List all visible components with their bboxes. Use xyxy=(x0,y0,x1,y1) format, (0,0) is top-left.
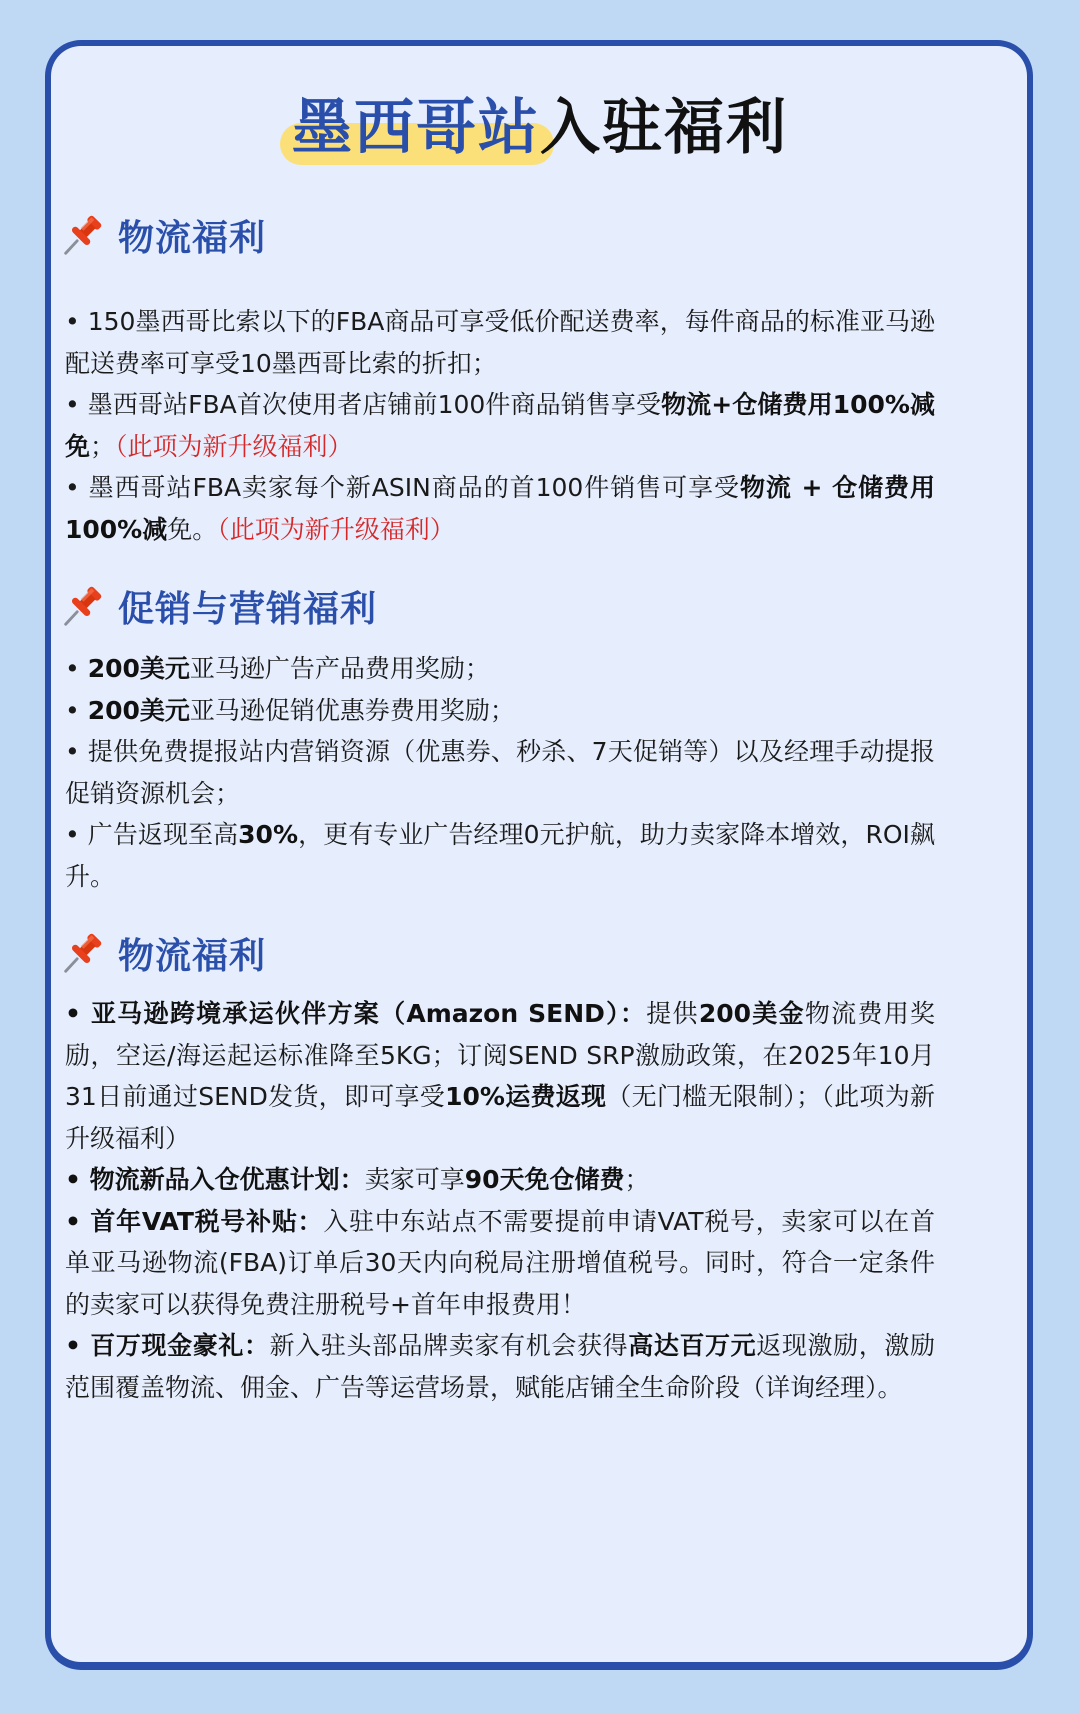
item-text: 亚马逊广告产品费用奖励； xyxy=(189,654,490,683)
pushpin-icon xyxy=(58,931,104,977)
bold-text: • 首年VAT税号补贴： xyxy=(65,1206,324,1236)
bold-text: 90天免仓储费 xyxy=(464,1165,625,1194)
title-rest: 入驻福利 xyxy=(540,93,788,163)
list-item xyxy=(65,648,935,690)
bold-text: 200美元 xyxy=(87,654,190,683)
section-body-logistics-2 xyxy=(65,993,935,1408)
upgrade-note: （此项为新升级福利） xyxy=(115,431,353,461)
item-text: ； xyxy=(624,1165,650,1194)
list-item xyxy=(65,301,935,384)
item-text: • xyxy=(65,695,88,725)
item-text: • 150墨西哥比索以下的FBA商品可享受低价配送费率，每件商品的标准亚马逊配送费率可享受10墨西哥比索的折扣； xyxy=(65,307,935,378)
list-item xyxy=(65,993,935,1159)
bold-text: 10%运费返现 xyxy=(445,1082,607,1111)
bold-text: • 物流新品入仓优惠计划： xyxy=(65,1165,365,1194)
item-text: 返现激励，激励范围覆盖物流、佣金、广告等运营场景，赋能店铺全生命阶段（详询经理）。 xyxy=(65,1331,935,1402)
item-text: ； xyxy=(90,431,116,461)
section-body-promotion xyxy=(65,648,935,897)
bold-text: 物流+仓储费用100%减免 xyxy=(65,390,935,461)
bold-text: 200美金 xyxy=(698,999,805,1028)
list-item xyxy=(65,1201,935,1326)
section-header-logistics-2 xyxy=(58,928,266,979)
list-item xyxy=(65,1159,935,1201)
item-text: • 墨西哥站FBA首次使用者店铺前100件商品销售享受 xyxy=(65,390,662,419)
bold-text: • 亚马逊跨境承运伙伴方案（Amazon SEND）： xyxy=(65,999,647,1028)
item-text: 卖家可享 xyxy=(364,1165,465,1194)
list-item xyxy=(65,731,935,814)
bold-text: 物流 + 仓储费用100%减 xyxy=(65,473,936,544)
upgrade-note: （此项为新升级福利） xyxy=(217,514,455,544)
bold-text: • 百万现金豪礼： xyxy=(65,1331,270,1360)
item-text: ，更有专业广告经理0元护航，助力卖家降本增效，ROI飙升。 xyxy=(65,820,935,891)
title-highlight: 墨西哥站 xyxy=(292,93,540,163)
list-item xyxy=(65,690,935,732)
section-header-promotion xyxy=(58,581,377,632)
bold-text: 30% xyxy=(238,820,298,849)
item-text: 免。 xyxy=(167,514,218,544)
item-text: 物流费用奖励，空运/海运起运标准降至5KG；订阅SEND SRP激励政策，在2025年10月31日前通过SEND发货，即可享受 xyxy=(65,999,936,1111)
section-body-logistics-1 xyxy=(65,301,935,550)
list-item xyxy=(65,1325,935,1408)
item-text: 亚马逊促销优惠券费用奖励； xyxy=(189,695,515,725)
section-title: 促销与营销福利 xyxy=(118,589,378,630)
bold-text: 200美元 xyxy=(87,695,190,725)
item-text: 入驻中东站点不需要提前申请VAT税号，卖家可以在首单亚马逊物流(FBA)订单后30天内向税局注册增值税号。同时，符合一定条件的卖家可以获得免费注册税号+首年申报费用！ xyxy=(65,1206,936,1319)
item-text: • xyxy=(65,654,88,683)
item-text: 提供 xyxy=(646,999,699,1028)
section-title: 物流福利 xyxy=(118,936,267,977)
list-item xyxy=(65,814,935,897)
item-text: • 提供免费提报站内营销资源（优惠券、秒杀、7天促销等）以及经理手动提报促销资源机会； xyxy=(65,737,935,808)
list-item xyxy=(65,467,935,550)
item-text: 新入驻头部品牌卖家有机会获得 xyxy=(269,1331,629,1360)
section-header-logistics-1 xyxy=(58,210,266,261)
list-item xyxy=(65,384,935,467)
item-text: • 广告返现至高 xyxy=(65,820,239,849)
section-title: 物流福利 xyxy=(118,218,267,259)
bold-text: 高达百万元 xyxy=(628,1331,757,1360)
item-text: • 墨西哥站FBA卖家每个新ASIN商品的首100件销售可享受 xyxy=(65,473,740,502)
page-title xyxy=(0,92,1080,164)
pushpin-icon xyxy=(58,213,104,259)
pushpin-icon xyxy=(58,584,104,630)
item-text: （无门槛无限制）；（此项为新升级福利） xyxy=(65,1082,935,1153)
